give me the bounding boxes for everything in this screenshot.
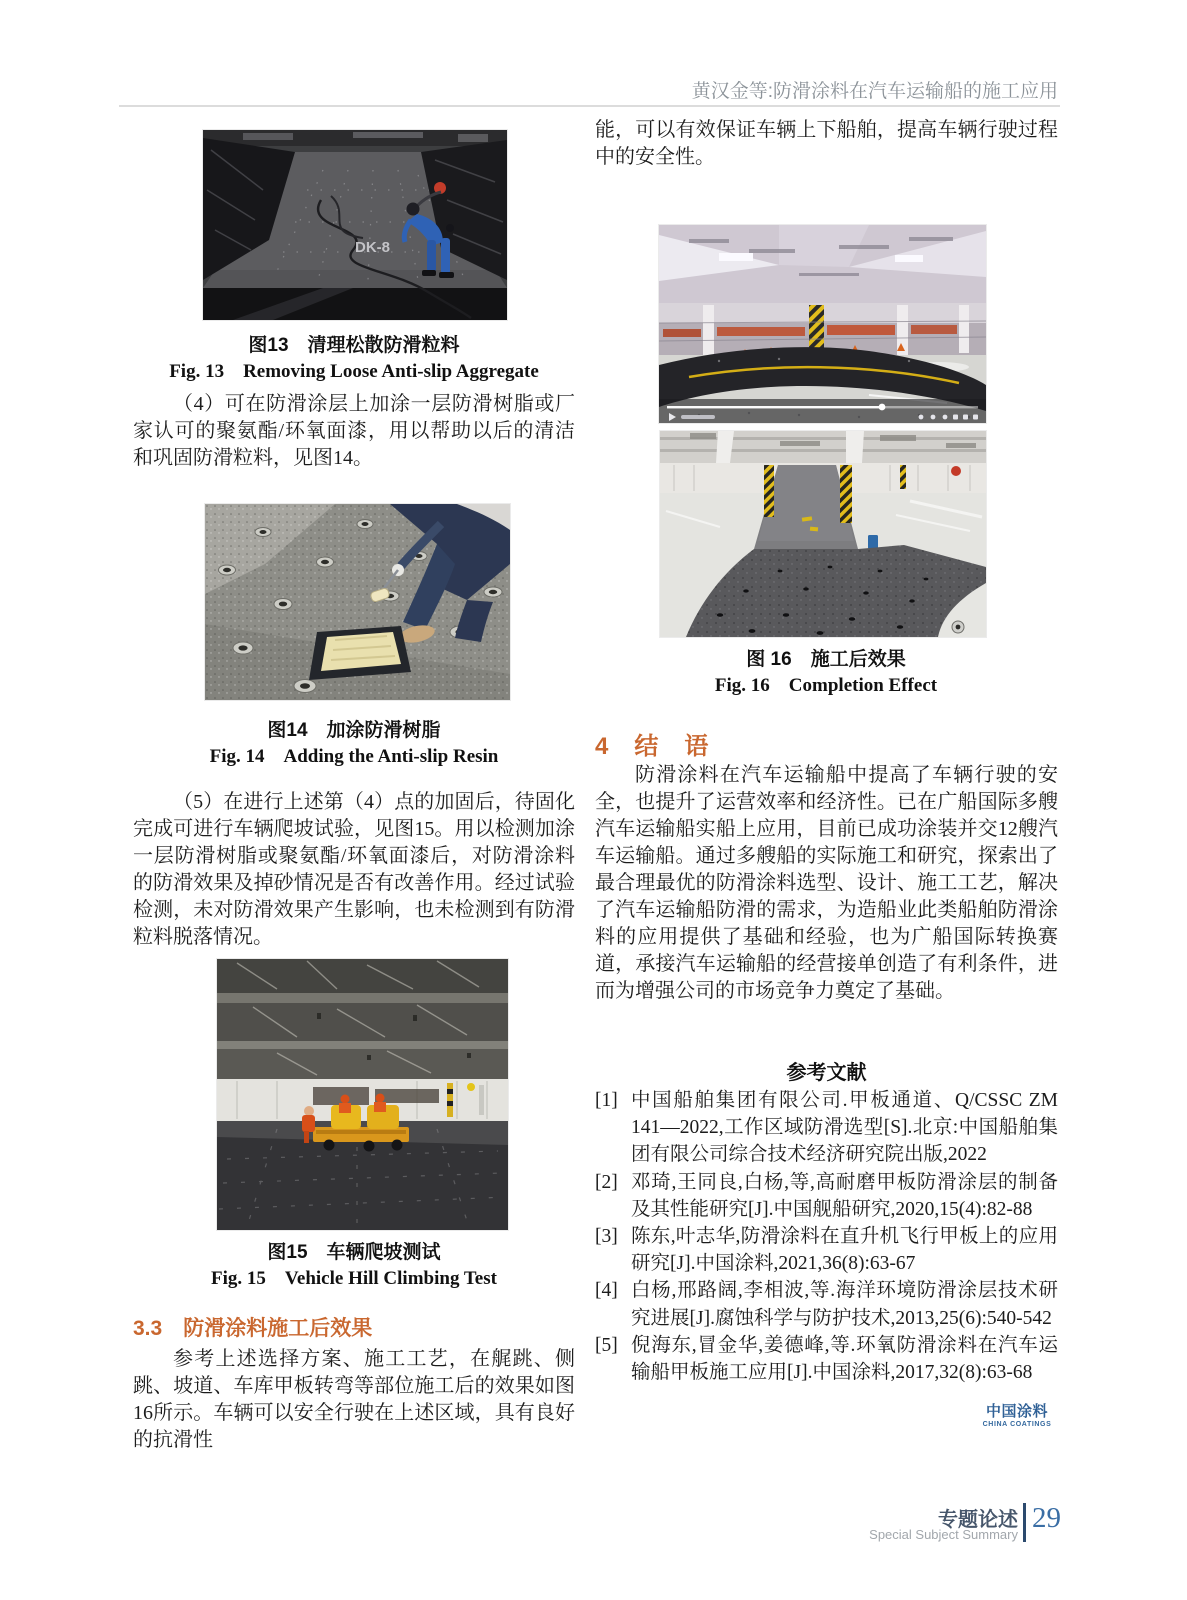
china-coatings-logo — [981, 1404, 1053, 1429]
page-number: 29 — [1032, 1502, 1061, 1534]
wheel — [364, 1141, 375, 1152]
video-progress-played — [667, 406, 882, 408]
reference-text: 中国船舶集团有限公司.甲板通道、Q/CSSC ZM 141—2022,工作区域防滑选型[S].北京:中国船舶集团有限公司综合技术经济研究院出版,2022 — [631, 1090, 1058, 1166]
worker-leg — [441, 238, 450, 274]
reference-marker: [4] — [595, 1280, 618, 1302]
figure-16-completion-photo — [660, 431, 986, 637]
references-heading: 参考文献 — [786, 1062, 867, 1084]
reference-text: 白杨,邢路阔,李相波,等.海洋环境防滑涂层技术研究进展[J].腐蚀科学与防护技术,2013,25(6):540-542 — [631, 1280, 1058, 1329]
video-time-label — [681, 415, 715, 419]
paint-tray — [309, 626, 411, 680]
reference-item — [595, 1087, 1058, 1169]
fig16b-scene — [660, 431, 986, 637]
cargo-clutter — [375, 1089, 439, 1103]
ramp-up — [754, 465, 858, 549]
paragraph-continuation: 能，可以有效保证车辆上下船舶，提高车辆行驶过程中的安全性。 — [595, 119, 1058, 168]
wheel — [324, 1140, 335, 1151]
fig15-scene — [217, 959, 508, 1230]
ceiling-light — [895, 255, 923, 262]
cargo-clutter — [313, 1087, 369, 1105]
header-rule — [119, 105, 1060, 107]
reference-marker: [1] — [595, 1090, 618, 1111]
reference-marker: [2] — [595, 1171, 618, 1193]
fig13-scene — [203, 130, 507, 320]
fig16a-scene — [659, 225, 986, 423]
figure-16-video-still — [659, 225, 986, 423]
section-3-3-paragraph: 参考上述选择方案、施工工艺，在艉跳、侧跳、坡道、车库甲板转弯等部位施工后的效果如图16所示。车辆可以安全行驶在上述区域，具有良好的抗滑性 — [133, 1348, 575, 1451]
orange-suit-worker — [376, 1094, 385, 1103]
footer-category-cn: 专题论述 — [938, 1509, 1018, 1531]
ceiling-light — [719, 253, 753, 261]
reference-text: 邓琦,王同良,白杨,等,高耐磨甲板防滑涂层的制备及其性能研究[J].中国舰船研究,2020,15(4):82-88 — [631, 1171, 1058, 1220]
video-progress-handle — [879, 404, 886, 411]
figure-14-photo — [205, 504, 510, 700]
reference-item — [595, 1332, 1058, 1386]
striped-pillar — [840, 465, 852, 523]
references-list — [595, 1087, 1058, 1386]
fig14-caption-cn: 图14 加涂防滑树脂 — [267, 720, 441, 741]
deck-stencil-label: DK-8 — [355, 239, 391, 256]
fire-extinguisher — [951, 466, 961, 476]
paragraph-step-5: （5）在进行上述第（4）点的加固后，待固化完成可进行车辆爬坡试验，见图15。用以检测加涂一层防滑树脂或聚氨酯/环氧面漆后，对防滑涂料的防滑效果及掉砂情况是否有改善作用。经过试验检测，未对防滑效果产生影响，也未检测到有防滑粒料脱落情况。 — [133, 791, 575, 948]
striped-post — [900, 465, 906, 489]
figure-13-photo — [203, 130, 507, 320]
paragraph-step-4: （4）可在防滑涂层上加涂一层防滑树脂或厂家认可的聚氨酯/环氧面漆，用以帮助以后的清洁和巩固防滑粒料，见图14。 — [133, 393, 575, 469]
garage-ceiling — [659, 225, 986, 303]
fig16-caption-cn: 图 16 施工后效果 — [746, 649, 906, 670]
orange-suit-worker — [341, 1095, 350, 1104]
fig15-caption-en: Fig. 15 Vehicle Hill Climbing Test — [211, 1268, 497, 1289]
section-3-3-heading: 3.3 防滑涂料施工后效果 — [133, 1317, 373, 1340]
striped-post — [447, 1083, 453, 1117]
footer-divider-bar — [1023, 1503, 1026, 1542]
reference-item — [595, 1277, 1058, 1331]
fig13-caption-cn: 图13 清理松散防滑粒料 — [248, 335, 460, 356]
fig15-caption-cn: 图15 车辆爬坡测试 — [267, 1242, 441, 1263]
video-player-bar — [659, 399, 986, 423]
reference-item — [595, 1169, 1058, 1223]
fig14-scene — [205, 504, 510, 700]
section-4-paragraph: 防滑涂料在汽车运输船中提高了车辆行驶的安全，也提升了运营效率和经济性。已在广船国际多艘汽车运输船实船上应用，目前已成功涂装并交12艘汽车运输船。通过多艘船的实际施工和研究，探索出了最合理最优的防滑涂料选型、设计、施工工艺，解决了汽车运输船防滑的需求，为造船业此类船舶防滑涂料的应用提供了基础和经验，也为广船国际转换赛道，承接汽车运输船的经营接单创造了有利条件，进而为增强公司的市场竞争力奠定了基础。 — [595, 764, 1058, 1002]
section-4-heading: 4 结 语 — [595, 733, 710, 760]
reference-text: 陈东,叶志华,防滑涂料在直升机飞行甲板上的应用研究[J].中国涂料,2021,36(8):63-67 — [631, 1226, 1058, 1275]
insulated-ceiling — [217, 959, 508, 1079]
worker-head — [407, 203, 420, 216]
reference-text: 倪海东,冒金华,姜德峰,等.环氧防滑涂料在汽车运输船甲板施工应用[J].中国涂料,2017,32(8):63-68 — [631, 1334, 1058, 1384]
footer-category-en: Special Subject Summary — [869, 1527, 1018, 1542]
fig14-caption-en: Fig. 14 Adding the Anti-slip Resin — [209, 746, 499, 767]
worker-leg — [427, 240, 436, 272]
reference-marker: [5] — [595, 1334, 618, 1356]
running-head: 黄汉金等:防滑涂料在汽车运输船的施工应用 — [691, 81, 1058, 102]
logo-cn-text: 中国涂料 — [985, 1403, 1048, 1420]
reference-marker: [3] — [595, 1226, 618, 1248]
blue-barrel — [868, 535, 878, 549]
fig16-caption-en: Fig. 16 Completion Effect — [714, 675, 938, 696]
garage-ceiling — [660, 431, 986, 463]
orange-suit-worker — [302, 1115, 315, 1132]
figure-15-photo — [217, 959, 508, 1230]
worker-head — [304, 1106, 314, 1116]
reference-item — [595, 1223, 1058, 1277]
wheel — [392, 1140, 403, 1151]
far-bulkhead — [217, 1079, 508, 1121]
logo-en-text: CHINA COATINGS — [982, 1421, 1052, 1428]
fig13-caption-en: Fig. 13 Removing Loose Anti-slip Aggregate — [169, 361, 539, 382]
striped-pillar — [764, 465, 774, 517]
